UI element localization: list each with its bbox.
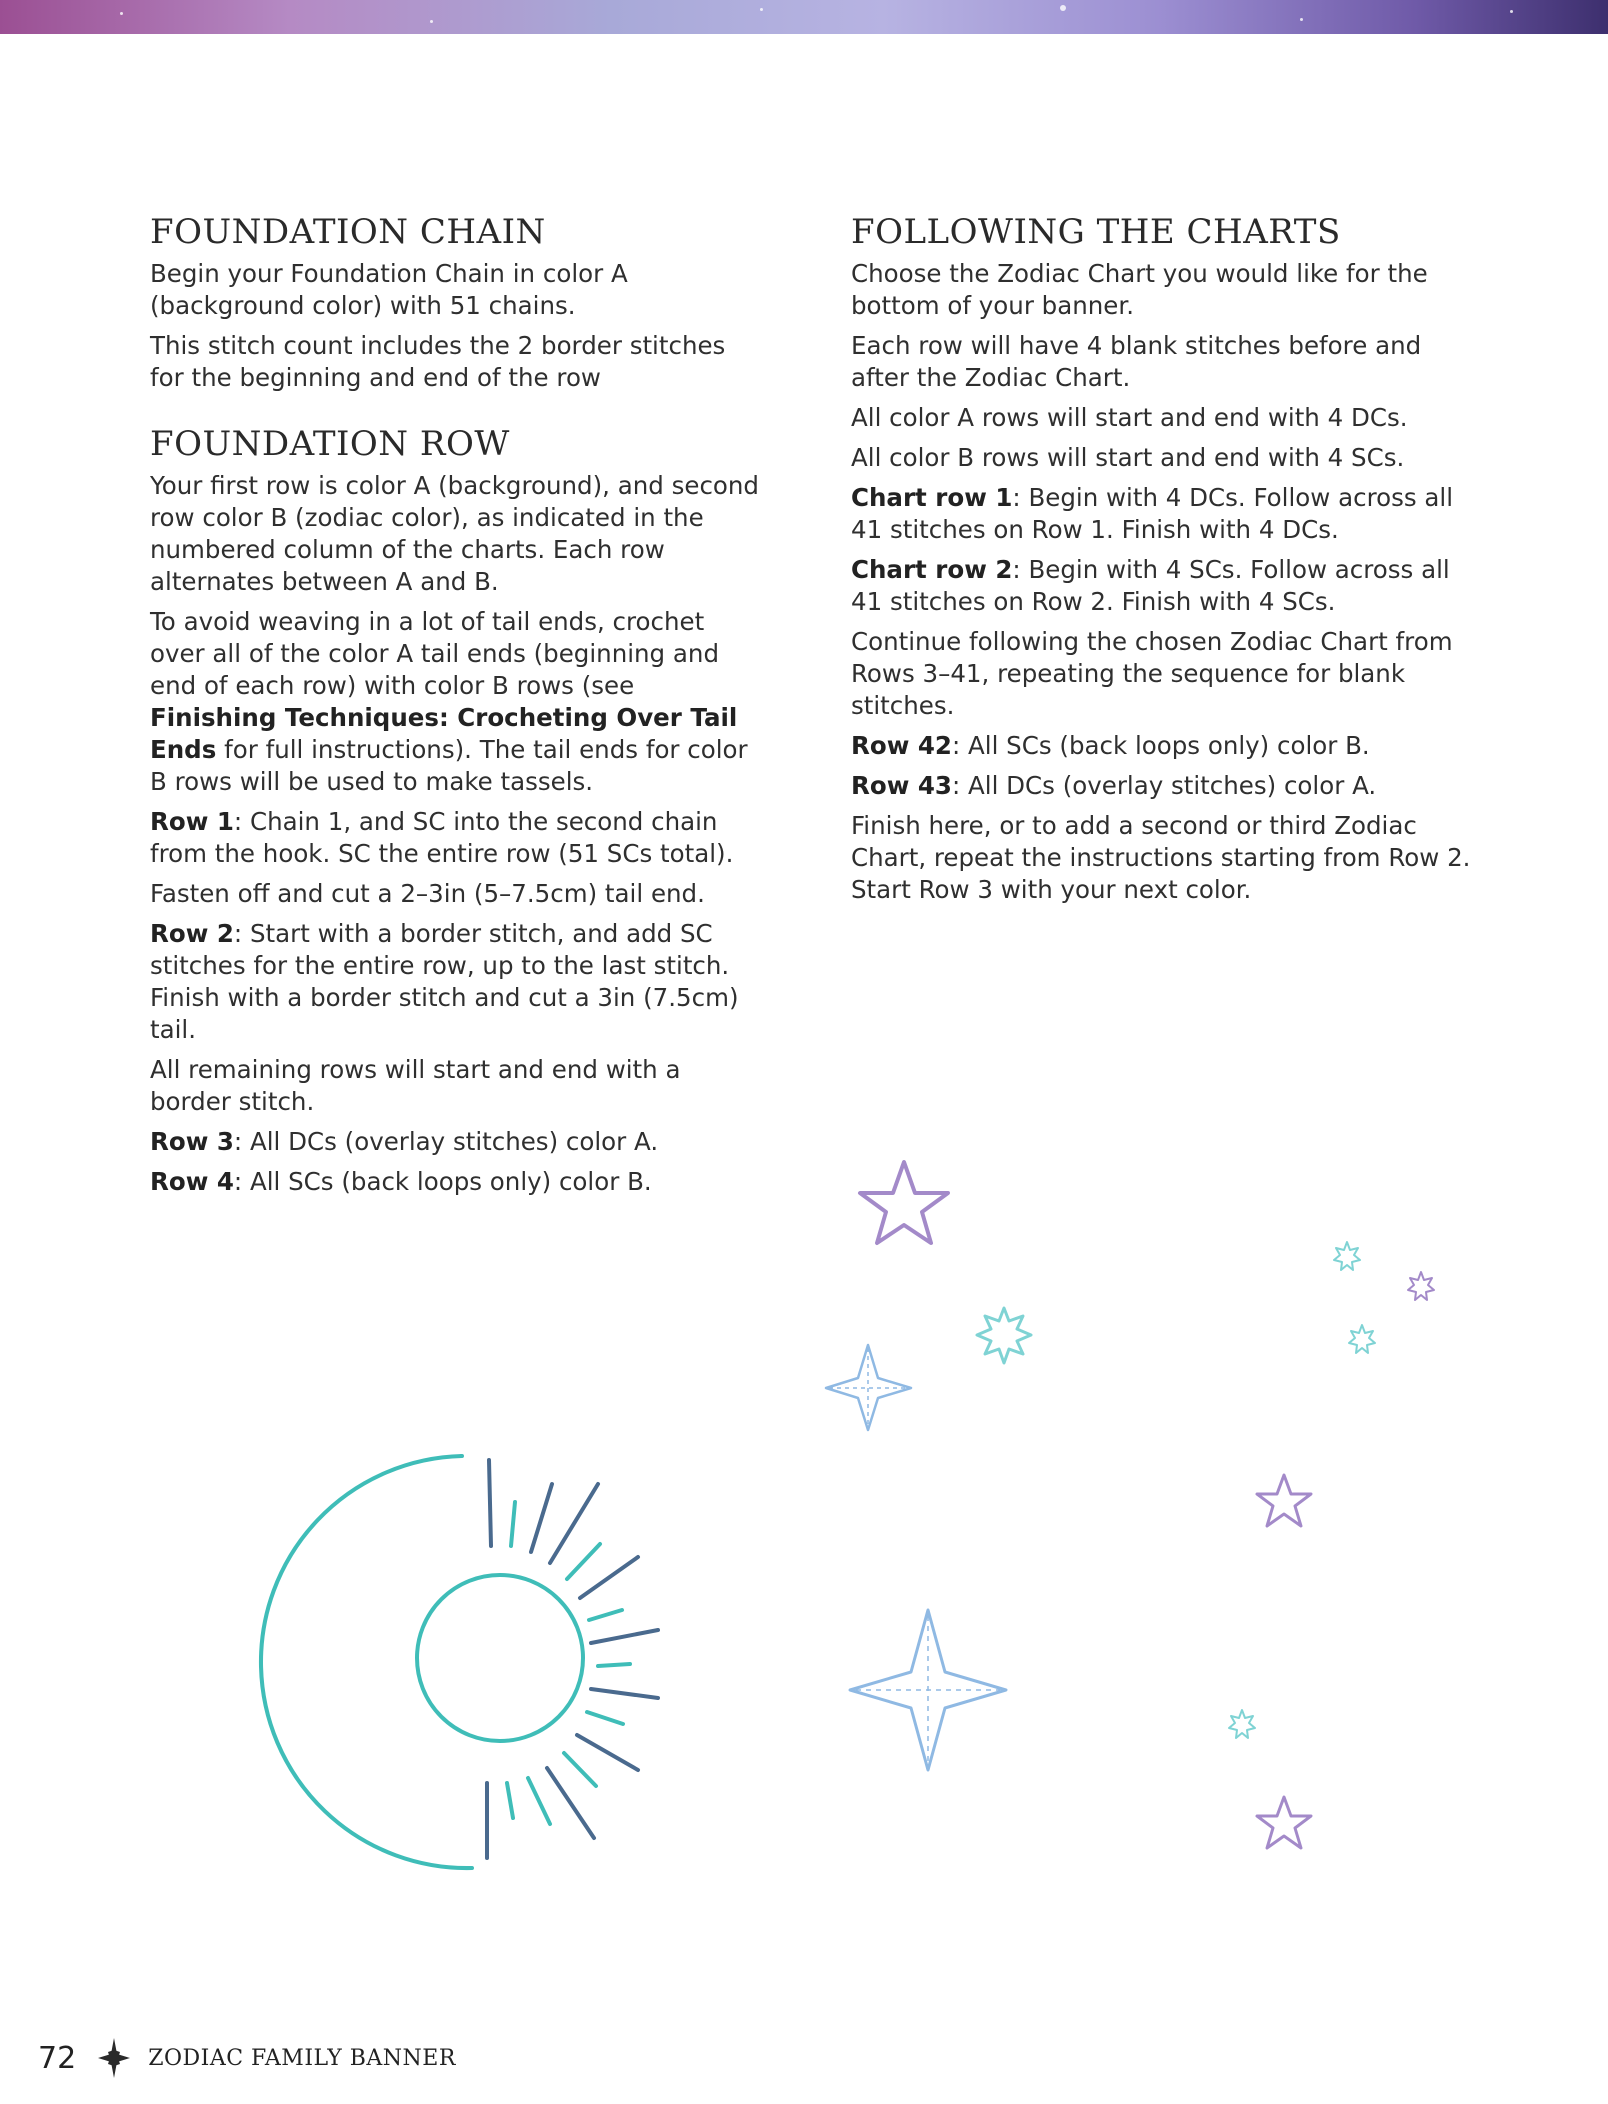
row-3-instruction <box>150 1126 760 1158</box>
row-43-text: : All DCs (overlay stitches) color A. <box>951 771 1377 800</box>
row-1-label: Row 1 <box>150 807 234 836</box>
sun-rays-icon <box>487 1460 658 1858</box>
chart-row-2-instruction <box>851 554 1471 618</box>
row-43-instruction <box>851 770 1471 802</box>
chart-row-1-text: : Begin with 4 DCs. Follow across all 41 stitches on Row 1. Finish with 4 DCs. <box>851 483 1454 544</box>
chart-row-2-text: : Begin with 4 SCs. Follow across all 41 stitches on Row 2. Finish with 4 SCs. <box>851 555 1450 616</box>
diamond-star-guides <box>856 1616 1000 1764</box>
moon-sun-illustration <box>200 1440 680 1880</box>
star-icon <box>1257 1797 1311 1848</box>
color-a-rows-paragraph: All color A rows will start and end with 4 DCs. <box>851 403 1408 432</box>
book-section-title: ZODIAC FAMILY BANNER <box>148 2045 456 2071</box>
band-star-dot <box>1060 5 1066 11</box>
band-star-dot <box>760 8 763 11</box>
row-2-instruction <box>150 918 760 1046</box>
right-column <box>851 212 1471 914</box>
sparkle-icon <box>1229 1710 1255 1738</box>
page-number: 72 <box>38 2040 77 2076</box>
row-1-instruction <box>150 806 760 870</box>
blank-stitches-paragraph: Each row will have 4 blank stitches before and after the Zodiac Chart. <box>851 331 1422 392</box>
first-row-paragraph: Your first row is color A (background), and second row color B (zodiac color), as indicated in the numbered column of the charts. Each row alternates between A and B. <box>150 471 759 596</box>
row-42-text: : All SCs (back loops only) color B. <box>951 731 1370 760</box>
chart-row-2-label: Chart row 2 <box>851 555 1013 584</box>
row-4-instruction <box>150 1166 760 1198</box>
tail-ends-text: To avoid weaving in a lot of tail ends, crochet over all of the color A tail ends (beginning and end of each row) with color B rows (see <box>150 607 719 700</box>
row-42-instruction <box>851 730 1471 762</box>
row-4-label: Row 4 <box>150 1167 234 1196</box>
star-icon <box>860 1162 948 1243</box>
foundation-chain-paragraph: Begin your Foundation Chain in color A (background color) with 51 chains. <box>150 259 628 320</box>
choose-chart-paragraph: Choose the Zodiac Chart you would like for the bottom of your banner. <box>851 259 1428 320</box>
finishing-techniques-reference: Finishing Techniques: Crocheting Over Tail Ends <box>150 703 738 764</box>
sun-disc-icon <box>417 1575 583 1741</box>
following-charts-heading: FOLLOWING THE CHARTS <box>851 212 1341 252</box>
star-decorations <box>800 1150 1500 1870</box>
sparkle-icon <box>1334 1242 1360 1270</box>
row-2-text: : Start with a border stitch, and add SC stitches for the entire row, up to the last stitch. Finish with a border stitch and cut a 3in (7.5cm) tail. <box>150 919 739 1044</box>
row-3-text: : All DCs (overlay stitches) color A. <box>233 1127 659 1156</box>
band-star-dot <box>1300 18 1303 21</box>
remaining-rows-instruction: All remaining rows will start and end with a border stitch. <box>150 1055 681 1116</box>
row-3-label: Row 3 <box>150 1127 234 1156</box>
row-42-label: Row 42 <box>851 731 952 760</box>
band-star-dot <box>430 20 433 23</box>
crescent-moon-icon <box>261 1456 472 1868</box>
eight-point-star-icon <box>977 1308 1031 1363</box>
left-column <box>150 212 760 1206</box>
chart-row-1-instruction <box>851 482 1471 546</box>
page-footer <box>38 2038 456 2078</box>
row-4-text: : All SCs (back loops only) color B. <box>233 1167 652 1196</box>
sparkle-icon <box>1349 1325 1375 1353</box>
diamond-star-guides <box>829 1348 908 1427</box>
tail-ends-paragraph <box>150 606 760 798</box>
stitch-count-paragraph: This stitch count includes the 2 border stitches for the beginning and end of the row <box>150 331 726 392</box>
band-star-dot <box>120 12 123 15</box>
band-star-dot <box>1510 10 1513 13</box>
row-1-text: : Chain 1, and SC into the second chain from the hook. SC the entire row (51 SCs total). <box>150 807 734 868</box>
continue-chart-paragraph: Continue following the chosen Zodiac Chart from Rows 3–41, repeating the sequence for blank stitches. <box>851 627 1453 720</box>
row-2-label: Row 2 <box>150 919 234 948</box>
fasten-off-instruction: Fasten off and cut a 2–3in (5–7.5cm) tail end. <box>150 879 705 908</box>
sparkle-icon <box>1408 1272 1434 1300</box>
header-gradient-band <box>0 0 1608 34</box>
chart-row-1-label: Chart row 1 <box>851 483 1013 512</box>
foundation-chain-heading: FOUNDATION CHAIN <box>150 212 546 252</box>
row-43-label: Row 43 <box>851 771 952 800</box>
foundation-row-heading: FOUNDATION ROW <box>150 424 510 464</box>
tail-ends-text-end: for full instructions). The tail ends for color B rows will be used to make tassels. <box>150 735 748 796</box>
star-icon <box>1257 1475 1311 1526</box>
color-b-rows-paragraph: All color B rows will start and end with 4 SCs. <box>851 443 1405 472</box>
compass-star-icon <box>98 2038 130 2078</box>
finish-here-paragraph: Finish here, or to add a second or third Zodiac Chart, repeat the instructions starting from Row 2. Start Row 3 with your next color. <box>851 811 1471 904</box>
